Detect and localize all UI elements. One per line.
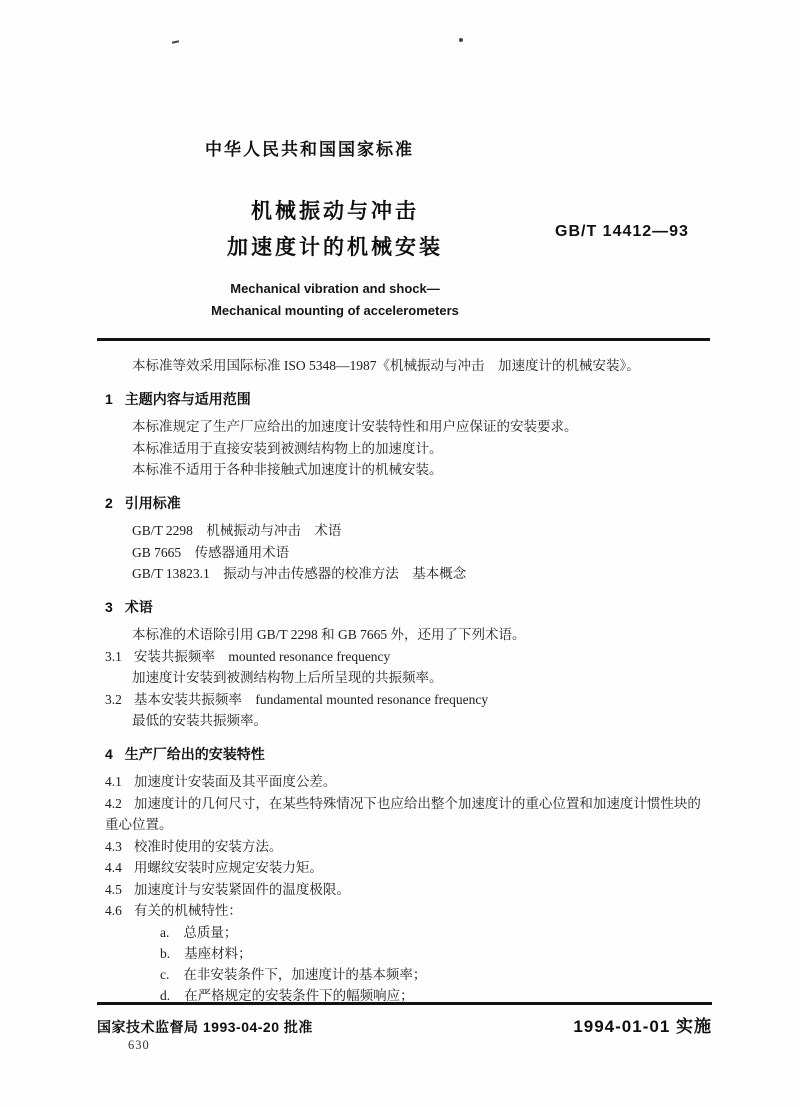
clause-4-3 [105, 836, 710, 858]
section-number: 3 [105, 598, 113, 615]
document-title-en-line1: Mechanical vibration and shock— [230, 281, 440, 296]
clause-3-1 [105, 646, 710, 668]
clause-4-6 [105, 900, 710, 922]
section-3-heading [105, 597, 710, 619]
list-item-marker: d. [160, 987, 171, 1003]
list-item [160, 964, 710, 985]
clause-number: 3.1 [105, 648, 122, 664]
section-title: 生产厂给出的安装特性 [124, 745, 265, 762]
clause-text: 加速度计与安装紧固件的温度极限。 [133, 881, 350, 897]
list-item-text: 总质量； [183, 924, 238, 940]
clause-4-5 [105, 879, 710, 901]
clause-3-1-definition: 加速度计安装到被测结构物上后所呈现的共振频率。 [132, 670, 443, 685]
section-title: 主题内容与适用范围 [124, 390, 251, 407]
section-number: 1 [105, 390, 113, 407]
clause-4-1 [105, 771, 710, 793]
section-1-paragraph: 本标准规定了生产厂应给出的加速度计安装特性和用户应保证的安装要求。 [132, 419, 578, 434]
clause-3-2-definition: 最低的安装共振频率。 [132, 713, 267, 728]
clause-4-2 [105, 793, 710, 836]
list-item [160, 943, 710, 964]
clause-text: 校准时使用的安装方法。 [133, 838, 283, 854]
clause-number: 4.5 [105, 881, 122, 897]
approval-authority-text: 国家技术监督局 1993-04-20 批准 [97, 1019, 313, 1035]
list-item-marker: b. [160, 945, 171, 961]
clause-number: 3.2 [105, 691, 122, 707]
document-title-en [105, 278, 565, 322]
list-item-text: 在严格规定的安装条件下的幅频响应； [184, 987, 414, 1003]
document-footer [97, 1002, 712, 1037]
section-number: 4 [105, 745, 113, 762]
scan-speck [459, 38, 463, 42]
section-2-heading [105, 493, 710, 515]
document-header [105, 135, 710, 322]
standard-number: GB/T 14412—93 [555, 223, 689, 240]
section-number: 2 [105, 494, 113, 511]
clause-text: 加速度计的几何尺寸，在某些特殊情况下也应给出整个加速度计的重心位置和加速度计惯性块的重心位置。 [105, 795, 701, 832]
clause-3-2 [105, 689, 710, 711]
document-title-en-line2: Mechanical mounting of accelerometers [211, 303, 459, 318]
clause-number: 4.4 [105, 860, 122, 875]
section-1-paragraph: 本标准适用于直接安装到被测结构物上的加速度计。 [132, 440, 443, 456]
reference-line: GB/T 2298 机械振动与冲击 术语 [132, 523, 342, 538]
implementation-date-text: 1994-01-01 实施 [573, 1017, 712, 1036]
clause-number: 4.3 [105, 838, 122, 854]
standard-label: 中华人民共和国国家标准 [205, 140, 414, 159]
clause-text: 安装共振频率 mounted resonance frequency [133, 648, 391, 664]
clause-number: 4.2 [105, 795, 122, 811]
clause-text: 基本安装共振频率 fundamental mounted resonance frequency [133, 691, 489, 707]
header-divider [97, 338, 710, 341]
document-body [105, 355, 710, 1006]
list-item-marker: a. [160, 924, 170, 940]
section-1-heading [105, 389, 710, 411]
clause-text: 加速度计安装面及其平面度公差。 [133, 774, 337, 789]
section-4-heading [105, 744, 710, 766]
section-title: 术语 [124, 598, 153, 615]
document-title-cn-line1: 机械振动与冲击 [251, 200, 419, 223]
clause-number: 4.6 [105, 903, 122, 918]
section-1-paragraph: 本标准不适用于各种非接触式加速度计的机械安装。 [132, 462, 443, 477]
page-number: 630 [128, 1038, 150, 1052]
scan-speck [172, 40, 179, 43]
list-item-marker: c. [160, 966, 170, 982]
clause-text: 有关的机械特性： [133, 903, 242, 918]
reference-line: GB 7665 传感器通用术语 [132, 544, 290, 560]
list-item [160, 922, 710, 943]
clause-number: 4.1 [105, 774, 122, 789]
clause-4-4 [105, 857, 710, 879]
document-title-block [105, 194, 565, 322]
section-title: 引用标准 [124, 494, 181, 511]
list-item-text: 基座材料； [184, 945, 252, 961]
section-3-paragraph: 本标准的术语除引用 GB/T 2298 和 GB 7665 外，还用了下列术语。 [132, 627, 526, 642]
list-item-text: 在非安装条件下，加速度计的基本频率； [183, 966, 427, 982]
clause-4-6-sublist [105, 922, 710, 1006]
reference-line: GB/T 13823.1 振动与冲击传感器的校准方法 基本概念 [132, 566, 467, 581]
intro-paragraph: 本标准等效采用国际标准 ISO 5348—1987《机械振动与冲击 加速度计的机械安装》。 [132, 358, 640, 373]
document-title-cn-line2: 加速度计的机械安装 [227, 236, 443, 259]
clause-text: 用螺纹安装时应规定安装力矩。 [133, 860, 323, 875]
